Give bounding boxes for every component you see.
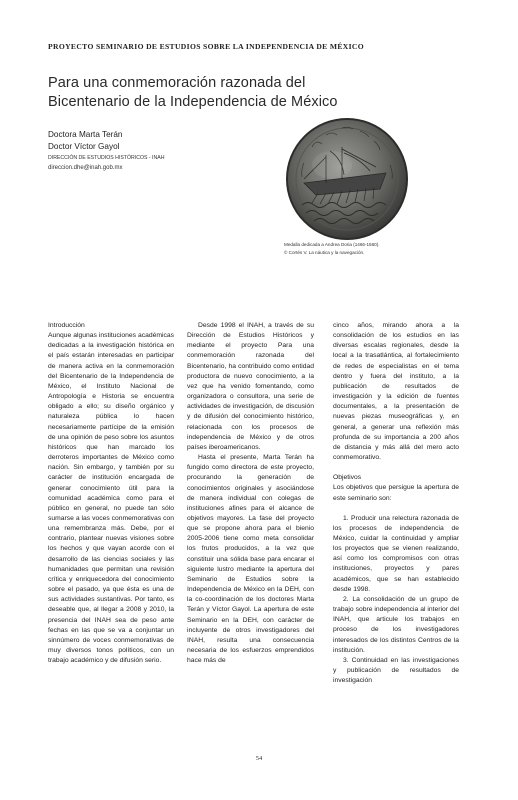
author-email: direccion.dhe@inah.gob.mx (48, 165, 123, 171)
paragraph: Hasta el presente, Marta Terán ha fungido como directora de este proyecto, procurando la generación de conocimientos originales y asociándose de manera individual con colegas de instituciones afines para el alcance de objetivos mayores. La fase del proyecto que se propone ahora para el bienio 2005-2006 tiene como meta consolidar los frutos producidos, a la vez que constituir una sólida base para encarar el siguiente lustro mediante la apertura del Seminario de Estudios sobre la Independencia de México en la DEH, con la co-coordinación de los doctores Marta Terán y Víctor Gayol. La apertura de este Seminario en la DEH, con carácter de incluyente de otros investigadores del INAH, resulta una consecuencia necesaria de los esfuerzos emprendidos hace más de (187, 454, 314, 665)
text-column-3 (333, 321, 459, 686)
author-name: Doctor Víctor Gayol (48, 142, 120, 151)
paragraph: Aunque algunas instituciones académicas dedicadas a la investigación histórica en el país estarán interesadas en participar de manera activa en la conmemoración del Bicentenario de la Independencia de México, el Instituto Nacional de Antropología e Historia se encuentra obligado a ello; su diseño orgánico y naturaleza pública lo hacen necesariamente partícipe de la emisión de una opinión de peso sobre los asuntos históricos que han marcado los derroteros importantes de México como nación. Sin embargo, y también por su carácter de institución encargada de generar conocimiento útil para la comunidad académica como para el público en general, no puede tan sólo sumarse a las voces conmemorativas con una remembranza más. Debe, por el contrario, plantear nuevas visiones sobre los hechos y que vayan acorde con el desarrollo de las ciencias sociales y las humanidades que permitan una revisión crítica y enriquecedora del conocimiento sobre el pasado, ya que ésta es una de sus actividades sustantivas. Por tanto, es deseable que, al llegar a 2008 y 2010, la presencia del INAH sea de peso ante fechas en las que se va a conjuntar un sinnúmero de voces conmemorativas de muy diversos tonos políticos, con un trabajo académico y de difusión serio. (48, 332, 174, 665)
section-heading: Introducción (48, 322, 85, 329)
section-heading: Objetivos (333, 474, 362, 482)
paragraph: cinco años, mirando ahora a la consolidación de los estudios en las diversas escalas regionales, desde la local a la trasatlántica, al fortalecimiento de redes de especialistas en el tema dentro y fuera del instituto, a la publicación de resultados de investigación y la edición de fuentes documentales, a la presentación de nuevas piezas museográficas y, en general, a generar una reflexión más profunda de su importancia a 200 años de distancia y más allá del mero acto conmemorativo. (333, 322, 459, 462)
medal-illustration (282, 117, 412, 241)
list-item: 2. La consolidación de un grupo de trabajo sobre independencia al interior del INAH, que articule los trabajos en proceso de los investigadores interesados de los distintos Centros de la institución. (333, 595, 459, 654)
caption-credit: © Cortés V. La náutica y la navegación. (284, 249, 365, 255)
author-block (48, 129, 248, 173)
running-header: PROYECTO SEMINARIO DE ESTUDIOS SOBRE LA INDEPENDENCIA DE MÉXICO (48, 42, 365, 51)
paragraph: Desde 1998 el INAH, a través de su Dirección de Estudios Históricos y mediante el proyecto Para una conmemoración razonada del Bicentenario, ha contribuido como entidad productora de nuevo conocimiento, a la vez que ha venido fomentando, como organizadora o consultora, una serie de actividades de investigación, de discusión y de difusión del conocimiento histórico, relacionada con los procesos de independencia de México y de otros países iberoamericanos. (187, 322, 314, 451)
text-column-1 (48, 321, 174, 666)
paragraph: Los objetivos que persigue la apertura de este seminario son: (333, 484, 459, 502)
page-number: 54 (255, 755, 263, 762)
article-title: Para una conmemoración razonada del Bicentenario de la Independencia de México (48, 75, 338, 110)
list-item: 1. Producir una relectura razonada de los procesos de independencia de México, cuidar la continuidad y ampliar los proyectos que se vienen realizando, así como los compromisos con otras instituciones, proyectos y pares académicos, que se han establecido desde 1998. (333, 514, 459, 593)
list-item: 3. Continuidad en las investigaciones y publicación de resultados de investigación (333, 656, 459, 685)
author-name: Doctora Marta Terán (48, 130, 123, 139)
image-caption (284, 241, 464, 256)
author-affiliation: DIRECCIÓN DE ESTUDIOS HISTÓRICOS - INAH (48, 155, 165, 161)
text-column-2 (187, 321, 314, 666)
medal-image (282, 117, 412, 241)
caption-line: Medalla dedicada a Andrea Doria (1466-1560). (284, 242, 380, 247)
